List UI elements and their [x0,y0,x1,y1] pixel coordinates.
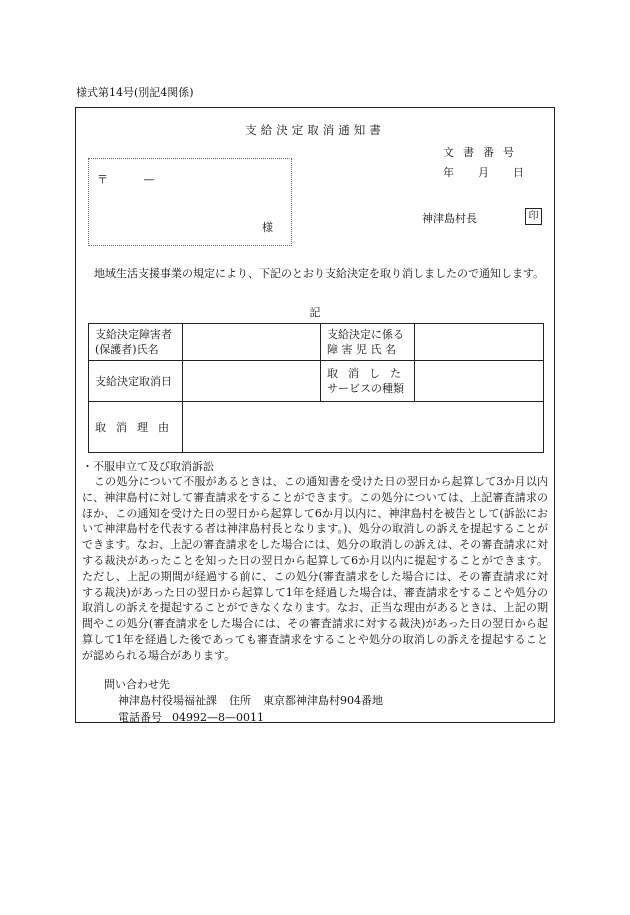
intro-text: 地域生活支援事業の規定により、下記のとおり支給決定を取り消しましたので通知します。 [94,267,545,280]
address-value: 東京都神津島村904番地 [263,694,383,707]
address-label: 住所 [229,694,251,707]
label-cancel-date: 支給決定取消日 [89,361,183,402]
appeal-heading: ・不服申立て及び取消訴訟 [82,460,214,473]
value-reason [183,402,544,453]
postal-mark: 〒 [97,173,108,186]
contact-office [118,692,383,708]
value-child-name [415,324,544,361]
document-number-label: 文書番号 [443,146,523,159]
document-title: 支給決定取消通知書 [245,123,385,137]
phone-value: 04992—8—0011 [172,711,264,724]
table-row [89,361,544,402]
phone-label: 電話番号 [118,711,162,724]
value-cancel-date [183,361,321,402]
day-label: 日 [513,166,524,179]
detail-table [88,323,544,453]
postal-code [97,171,155,187]
month-label: 月 [478,166,489,179]
label-reason: 取消理由 [89,402,183,453]
appeal-text: この処分について不服があるときは、この通知書を受けた日の翌日から起算して3か月以内に、神津島村に対して審査請求をすることができます。この処分については、上記審査請求のほか、この通知を受けた日の翌日から起算して6か月以内に、神津島村を被告として(訴訟において神津島村を代表する者は神津島村長となります。)、処分の取消しの訴えを提起することができます。なお、上記の審査請求をした場合には、処分の取消しの訴えは、その審査請求に対する裁決があったことを知った日の翌日から起算して6か月以内に提起することができます。ただし、上記の期間が経過する前に、この処分(審査請求をした場合には、その審査請求に対する裁決)があった日の翌日から起算して1年を経過した場合は、審査請求をすることや処分の取消しの訴えを提起することができなくなります。なお、正当な理由があるときは、上記の期間やこの処分(審査請求をした場合には、その審査請求に対する裁決)があった日の翌日から起算して1年を経過した後であっても審査請求をすることや処分の取消しの訴えを提起することが認められる場合があります。 [82,475,548,662]
issuer-name: 神津島村長 [422,212,477,225]
contact-phone [118,709,264,725]
recipient-address-box [88,158,292,246]
notice-form [75,107,555,723]
table-row [89,402,544,453]
value-service-type [415,361,544,402]
year-label: 年 [443,166,454,179]
date-line [443,164,524,180]
contact-heading: 問い合わせ先 [104,678,170,691]
label-child-name: 支給決定に係る 障害児氏名 [321,324,415,361]
ki-heading: 記 [309,306,321,319]
label-recipient-name: 支給決定障害者 (保護者)氏名 [89,324,183,361]
label-service-type: 取消した サービスの種類 [321,361,415,402]
form-number: 様式第14号(別記4関係) [76,86,194,99]
value-recipient-name [183,324,321,361]
seal-mark: 印 [525,208,542,225]
table-row [89,324,544,361]
office-name: 神津島村役場福祉課 [118,694,217,707]
postal-dash: — [143,173,155,186]
honorific: 様 [262,221,273,234]
